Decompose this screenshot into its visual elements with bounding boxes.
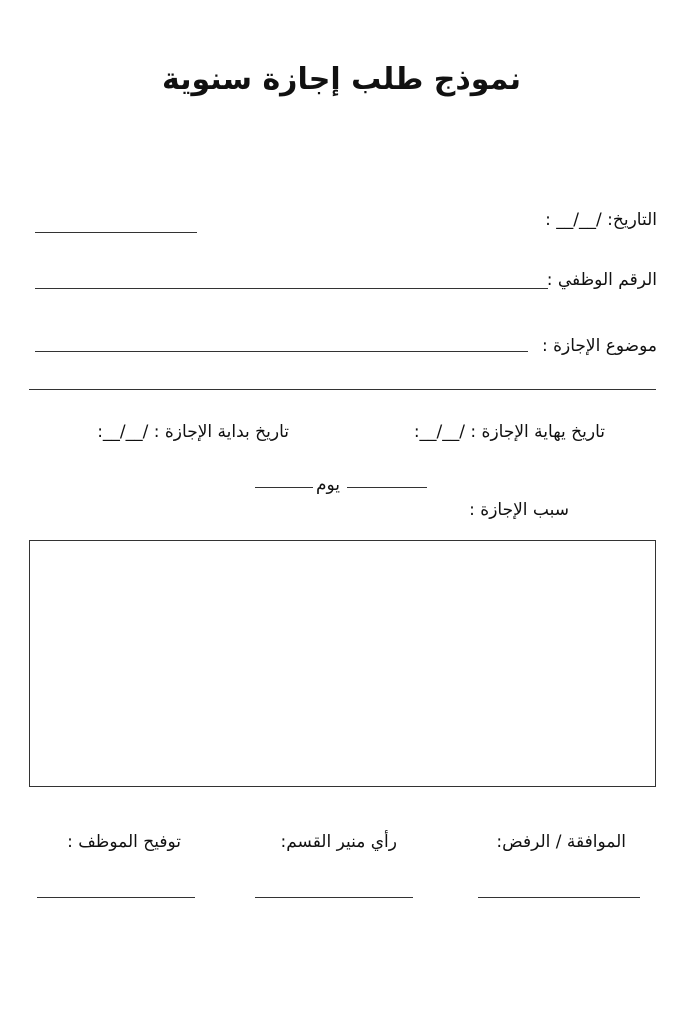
manager-opinion-label: رأي منير القسم: [280,832,397,852]
date-label: التاريخ: /__/__ : [545,210,657,230]
subject-field-line[interactable] [35,351,528,352]
subject-label: موضوع الإجازة : [541,336,657,356]
employee-id-label: الرقم الوظفي : [546,270,657,290]
approval-label: الموافقة / الرفض: [496,832,626,852]
start-date-label: تاريخ بداية الإجازة : /__/__: [97,422,289,442]
form-title: نموذج طلب إجازة سنوية [162,62,521,97]
days-count-line-2[interactable] [255,487,313,488]
reason-label: سبب الإجازة : [469,500,569,520]
days-label: يوم [316,475,341,495]
employee-signature-line[interactable] [37,897,195,898]
subject-field-line-2[interactable] [29,389,656,390]
employee-signature-label: توفيح الموظف : [67,832,181,852]
date-field-line[interactable] [35,232,197,233]
approval-signature-line[interactable] [478,897,640,898]
manager-signature-line[interactable] [255,897,413,898]
employee-id-field-line[interactable] [35,288,548,289]
days-count-line[interactable] [347,487,427,488]
reason-textbox[interactable] [29,540,656,787]
end-date-label: تاريخ يهاية الإجازة : /__/__: [413,422,605,442]
